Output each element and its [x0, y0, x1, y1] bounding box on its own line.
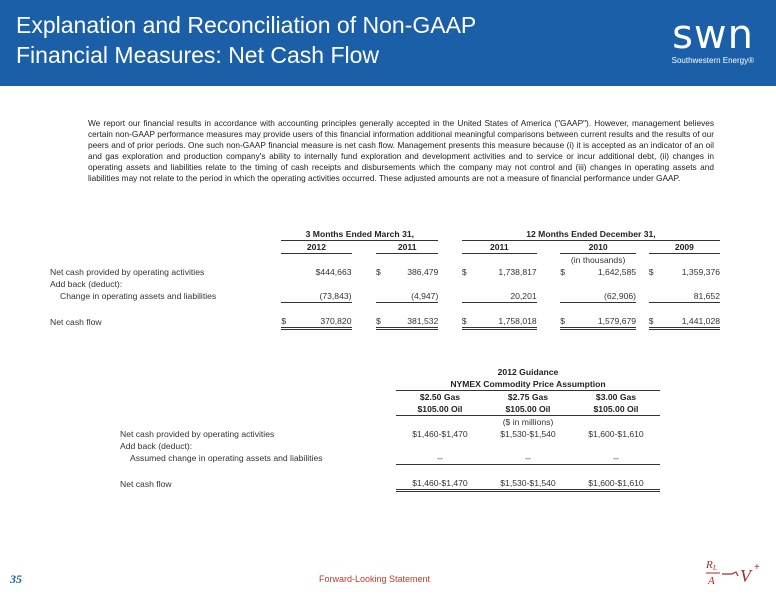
gas-price-row: $2.50 Gas $2.75 Gas $3.00 Gas [419, 392, 637, 402]
guidance-subtitle: NYMEX Commodity Price Assumption [396, 378, 660, 391]
company-logo [671, 12, 754, 65]
units-label: ($ in millions) [502, 417, 554, 427]
row-label: Assumed change in operating assets and liabilities [130, 453, 323, 464]
guidance-title-row [120, 366, 660, 378]
table-row [120, 440, 660, 452]
page-title [16, 10, 476, 70]
col-2011: 2011 [462, 241, 537, 254]
group-3-months: 3 Months Ended March 31, [281, 228, 438, 241]
row-label: Add back (deduct): [50, 279, 123, 289]
svg-text:R: R [706, 559, 713, 571]
col-2009: 2009 [649, 241, 720, 254]
units-row [50, 254, 720, 267]
group-12-months: 12 Months Ended December 31, [462, 228, 720, 241]
row-label: Net cash flow [120, 478, 172, 489]
forward-looking-statement-link[interactable]: Forward-Looking Statement [319, 574, 431, 584]
intro-paragraph: We report our financial results in accordance with accounting principles generally accepted in the United States of America ("GAAP"). However, management believes certain non-GAAP performance measures may provide users of this financial information additional meaningful comparisons between current results and the results of our peers and of prior periods. One such non-GAAP financial measure is net cash flow. Management presents this measure because (i) it is accepted as an indicator of an oil and gas exploration and production company's ability to internally fund exploration and development activities and to service or incur additional debt, (ii) changes in operating assets and liabilities relate to the timing of cash receipts and disbursements which the company may not control and (iii) changes in operating assets and liabilities may not relate to the period in which the operating activities occurred. These adjusted amounts are not a measure of financial performance under GAAP. [88, 118, 714, 183]
col-2012-q1: 2012 [281, 241, 351, 254]
title-line-2: Financial Measures: Net Cash Flow [16, 42, 380, 68]
svg-text:A: A [708, 575, 715, 587]
guidance-table [120, 366, 660, 492]
svg-text:V: V [740, 566, 751, 586]
units-label: (in thousands) [570, 255, 626, 265]
table-row [50, 278, 720, 290]
period-group-row [50, 228, 720, 241]
title-line-1: Explanation and Reconciliation of Non-GAAP [16, 12, 477, 38]
col-2010: 2010 [560, 241, 636, 254]
col-2011-q1: 2011 [376, 241, 438, 254]
table-row: Assumed change in operating assets and liabilities -- -- -- [120, 452, 660, 465]
net-cash-flow-table [50, 228, 720, 330]
table-row: Net cash provided by operating activities $1,460-$1,470 $1,530-$1,540 $1,600-$1,610 [120, 429, 644, 439]
title-banner [0, 0, 776, 86]
logo-tagline: Southwestern Energy® [671, 56, 754, 65]
table-row: Net cash flow $1,460-$1,470 $1,530-$1,540 $1,600-$1,610 [120, 477, 660, 491]
reliance-symbol-icon [702, 552, 766, 592]
row-label: Change in operating assets and liabilities [60, 291, 217, 302]
guidance-title: 2012 Guidance [497, 367, 559, 377]
oil-price-row: $105.00 Oil $105.00 Oil $105.00 Oil [120, 403, 660, 416]
logo-wordmark: swn [672, 12, 754, 58]
row-label: Add back (deduct): [120, 441, 193, 451]
table-row: Net cash provided by operating activities $444,663 $ 386,479 $ 1,738,817 $ 1,642,585 $ 1,359,376 [50, 267, 720, 277]
page-number: 35 [10, 572, 22, 586]
units-row [120, 416, 660, 429]
row-label: Net cash flow [50, 316, 102, 327]
guidance-subtitle-row [120, 378, 660, 391]
year-header-row [50, 241, 720, 254]
svg-text:+: + [754, 562, 760, 573]
row-label: Net cash provided by operating activities [120, 429, 275, 439]
table-row: Net cash flow $ 370,820 $ 381,532 $ 1,758,018 $ 1,579,679 $ 1,441,028 [50, 316, 720, 327]
svg-text:L: L [713, 564, 717, 572]
table-row: Change in operating assets and liabilities (73,843) (4,947) 20,201 (62,906) 81,652 [50, 290, 720, 303]
row-label: Net cash provided by operating activities [50, 267, 205, 277]
